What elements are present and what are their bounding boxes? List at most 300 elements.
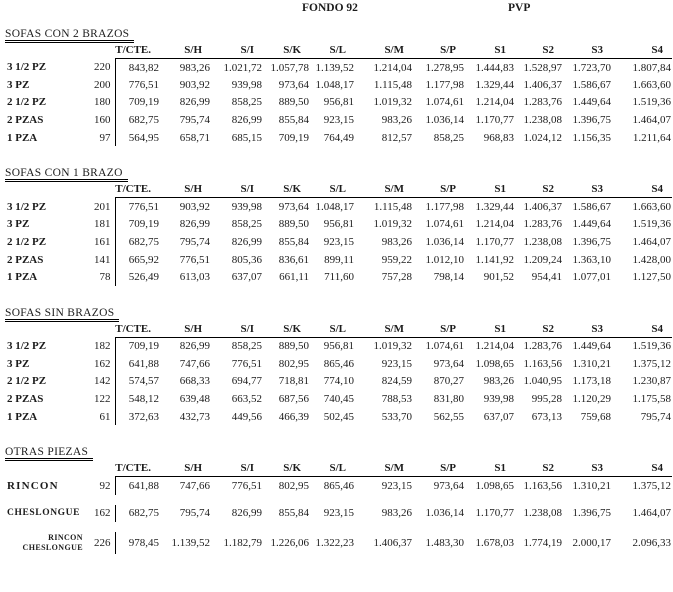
price-cell: 973,64 [433, 479, 464, 492]
section-0 [5, 24, 673, 146]
column-header: S/M [355, 322, 413, 338]
price-cell: 973,64 [433, 357, 464, 370]
price-cell: 1.173,18 [572, 375, 611, 388]
row-qty: 97 [99, 131, 111, 144]
price-cell: 826,99 [231, 114, 262, 127]
price-cell: 1.483,30 [425, 537, 464, 550]
price-cell: 764,49 [323, 131, 354, 144]
row-spacer [5, 495, 672, 505]
column-header: S4 [612, 461, 672, 477]
price-cell: 661,11 [279, 271, 309, 284]
row-qty: 161 [94, 235, 111, 248]
price-cell: 637,07 [483, 410, 514, 423]
row-qty: 200 [94, 78, 111, 91]
price-cell: 983,26 [381, 114, 412, 127]
price-cell: 1.214,04 [475, 96, 514, 109]
row-qty: 141 [94, 253, 111, 266]
column-header: T/CTE. [115, 43, 160, 59]
column-header: S/M [355, 182, 413, 198]
price-cell: 858,25 [231, 218, 262, 231]
table-row [5, 268, 672, 286]
column-header: S/P [413, 322, 465, 338]
price-cell: 1.036,14 [425, 507, 464, 520]
header-spacer-label [5, 182, 83, 198]
price-cell: 709,19 [115, 94, 160, 112]
column-header: S/M [355, 43, 413, 59]
table-row [5, 390, 672, 408]
column-header: S/L [310, 461, 355, 477]
price-cell: 1.226,06 [270, 537, 309, 550]
price-cell: 776,51 [231, 479, 262, 492]
column-header: S/L [310, 43, 355, 59]
price-cell: 1.021,72 [223, 61, 262, 74]
price-cell: 709,19 [115, 216, 160, 234]
price-cell: 665,92 [115, 251, 160, 269]
price-cell: 843,82 [115, 59, 160, 77]
price-cell: 1.396,75 [572, 235, 611, 248]
table-row [5, 111, 672, 129]
price-cell: 1.464,07 [632, 235, 671, 248]
row-label: RINCON CHESLONGUE [22, 533, 83, 553]
column-header: S2 [515, 322, 563, 338]
row-qty: 162 [94, 507, 111, 520]
price-cell: 1.019,32 [373, 218, 412, 231]
section-2 [5, 303, 673, 425]
column-header: S/L [310, 322, 355, 338]
price-cell: 858,25 [231, 96, 262, 109]
row-qty: 180 [94, 96, 111, 109]
price-cell: 1.329,44 [475, 78, 514, 91]
section-1 [5, 163, 673, 285]
row-label: 3 PZ [7, 218, 30, 231]
section-title: SOFAS CON 1 BRAZO [5, 167, 128, 182]
price-cell: 956,81 [323, 340, 354, 353]
price-cell: 899,11 [324, 253, 354, 266]
price-cell: 812,57 [381, 131, 412, 144]
price-cell: 1.322,23 [315, 537, 354, 550]
price-cell: 776,51 [179, 253, 210, 266]
table-row [5, 373, 672, 391]
price-cell: 682,75 [115, 505, 160, 523]
price-cell: 526,49 [115, 268, 160, 286]
table-row [5, 59, 672, 77]
price-cell: 1.406,37 [373, 537, 412, 550]
row-qty: 181 [94, 218, 111, 231]
column-header: S/I [211, 182, 263, 198]
price-cell: 788,53 [381, 393, 412, 406]
column-header: S/H [160, 461, 211, 477]
price-cell: 1.175,58 [632, 393, 671, 406]
row-label: 3 1/2 PZ [7, 200, 47, 213]
price-cell: 865,46 [323, 479, 354, 492]
price-cell: 1.214,04 [373, 61, 412, 74]
price-cell: 668,33 [179, 375, 210, 388]
price-cell: 1.444,83 [475, 61, 514, 74]
price-cell: 956,81 [323, 96, 354, 109]
price-cell: 1.139,52 [315, 61, 354, 74]
column-header: S1 [465, 461, 515, 477]
price-cell: 449,56 [231, 410, 262, 423]
header-spacer-qty [83, 322, 115, 338]
price-cell: 939,98 [231, 78, 262, 91]
row-label: 1 PZA [7, 410, 38, 423]
column-header-row [5, 182, 672, 198]
price-cell: 1.238,08 [523, 235, 562, 248]
price-cell: 939,98 [231, 201, 262, 214]
price-cell: 968,83 [483, 131, 514, 144]
price-cell: 1.528,97 [523, 61, 562, 74]
price-cell: 858,25 [231, 340, 262, 353]
price-cell: 1.139,52 [171, 537, 210, 550]
price-cell: 983,26 [381, 507, 412, 520]
price-cell: 983,26 [483, 375, 514, 388]
column-header: S4 [612, 322, 672, 338]
row-label: 2 PZAS [7, 393, 44, 406]
price-cell: 673,13 [531, 410, 562, 423]
price-cell: 1.519,36 [632, 218, 671, 231]
price-cell: 1.449,64 [572, 96, 611, 109]
row-qty: 182 [94, 340, 111, 353]
price-table [5, 322, 672, 425]
price-cell: 694,77 [231, 375, 262, 388]
price-cell: 1.098,65 [475, 357, 514, 370]
price-cell: 1.238,08 [523, 114, 562, 127]
price-cell: 983,26 [179, 61, 210, 74]
price-cell: 795,74 [179, 507, 210, 520]
table-row [5, 477, 672, 495]
price-cell: 798,14 [433, 271, 464, 284]
price-cell: 1.375,12 [632, 479, 671, 492]
row-label: 3 1/2 PZ [7, 61, 47, 74]
row-label: 3 PZ [7, 357, 30, 370]
column-header: S2 [515, 182, 563, 198]
price-cell: 1.363,10 [572, 253, 611, 266]
table-row [5, 216, 672, 234]
price-cell: 901,52 [483, 271, 514, 284]
price-cell: 795,74 [640, 410, 671, 423]
price-cell: 1.329,44 [475, 201, 514, 214]
table-row [5, 129, 672, 147]
price-cell: 983,26 [381, 235, 412, 248]
price-cell: 1.663,60 [632, 78, 671, 91]
table-row [5, 355, 672, 373]
column-header: S3 [563, 182, 612, 198]
column-header: S/H [160, 43, 211, 59]
price-cell: 1.283,76 [523, 218, 562, 231]
table-row [5, 408, 672, 426]
price-cell: 1.428,00 [632, 253, 671, 266]
price-cell: 759,68 [580, 410, 611, 423]
price-cell: 1.774,19 [523, 537, 562, 550]
price-cell: 1.406,37 [523, 78, 562, 91]
row-label: 2 PZAS [7, 114, 44, 127]
price-cell: 1.182,79 [223, 537, 262, 550]
price-cell: 826,99 [231, 235, 262, 248]
header-spacer-label [5, 461, 83, 477]
price-cell: 1.077,01 [572, 271, 611, 284]
price-cell: 1.310,21 [572, 357, 611, 370]
table-row [5, 198, 672, 216]
column-header: S4 [612, 182, 672, 198]
price-cell: 923,15 [323, 114, 354, 127]
price-cell: 870,27 [433, 375, 464, 388]
price-cell: 1.036,14 [425, 114, 464, 127]
price-cell: 639,48 [179, 393, 210, 406]
price-cell: 923,15 [323, 507, 354, 520]
header-spacer-qty [83, 461, 115, 477]
price-cell: 1.074,61 [425, 340, 464, 353]
price-cell: 372,63 [115, 408, 160, 426]
price-cell: 1.057,78 [270, 61, 309, 74]
price-cell: 641,88 [115, 477, 160, 495]
row-label: 1 PZA [7, 271, 38, 284]
row-qty: 160 [94, 114, 111, 127]
price-cell: 564,95 [115, 129, 160, 147]
price-cell: 637,07 [231, 271, 262, 284]
price-cell: 1.283,76 [523, 340, 562, 353]
price-cell: 709,19 [115, 337, 160, 355]
price-cell: 1.024,12 [523, 131, 562, 144]
price-cell: 776,51 [231, 357, 262, 370]
price-cell: 1.449,64 [572, 218, 611, 231]
table-row [5, 532, 672, 554]
price-cell: 1.074,61 [425, 96, 464, 109]
column-header-row [5, 461, 672, 477]
price-cell: 718,81 [278, 375, 309, 388]
price-cell: 889,50 [278, 340, 309, 353]
price-cell: 1.519,36 [632, 96, 671, 109]
row-spacer [5, 522, 672, 532]
price-cell: 802,95 [278, 357, 309, 370]
row-label: RINCON [7, 479, 59, 492]
price-cell: 1.170,77 [475, 235, 514, 248]
section-title: SOFAS CON 2 BRAZOS [5, 28, 134, 43]
row-label: 2 1/2 PZ [7, 235, 47, 248]
price-cell: 1.036,14 [425, 235, 464, 248]
column-header: S/P [413, 182, 465, 198]
price-cell: 826,99 [231, 507, 262, 520]
price-cell: 658,71 [179, 131, 210, 144]
row-qty: 226 [94, 537, 111, 550]
price-cell: 1.048,17 [315, 201, 354, 214]
row-qty: 162 [94, 357, 111, 370]
price-cell: 1.040,95 [523, 375, 562, 388]
price-cell: 1.163,56 [523, 357, 562, 370]
column-header: S/K [263, 322, 310, 338]
header-spacer-label [5, 322, 83, 338]
row-qty: 61 [99, 410, 111, 423]
price-cell: 533,70 [381, 410, 412, 423]
row-qty: 201 [94, 200, 111, 213]
price-cell: 836,61 [278, 253, 309, 266]
price-cell: 1.283,76 [523, 96, 562, 109]
column-header: S4 [612, 43, 672, 59]
fondo-group-label: FONDO 92 [302, 2, 358, 14]
price-cell: 978,45 [115, 532, 160, 554]
table-row [5, 505, 672, 523]
row-qty: 92 [99, 479, 111, 492]
row-label: CHESLONGUE [7, 508, 81, 519]
price-cell: 1.120,29 [572, 393, 611, 406]
column-header: S/I [211, 461, 263, 477]
column-header: S/K [263, 461, 310, 477]
price-cell: 956,81 [323, 218, 354, 231]
column-header: S/I [211, 322, 263, 338]
price-cell: 973,64 [278, 78, 309, 91]
header-spacer-qty [83, 182, 115, 198]
price-cell: 1.586,67 [572, 201, 611, 214]
column-header: S3 [563, 322, 612, 338]
column-group-header [5, 2, 673, 16]
price-cell: 995,28 [531, 393, 562, 406]
price-cell: 855,84 [278, 114, 309, 127]
price-cell: 903,92 [179, 201, 210, 214]
price-cell: 2.000,17 [572, 537, 611, 550]
price-cell: 1.230,87 [632, 375, 671, 388]
price-cell: 1.214,04 [475, 340, 514, 353]
table-row [5, 233, 672, 251]
column-header: S1 [465, 43, 515, 59]
column-header: S/L [310, 182, 355, 198]
section-title: SOFAS SIN BRAZOS [5, 307, 119, 322]
header-spacer-label [5, 43, 83, 59]
price-cell: 682,75 [115, 233, 160, 251]
price-cell: 466,39 [278, 410, 309, 423]
price-cell: 776,51 [115, 198, 160, 216]
column-header-row [5, 43, 672, 59]
price-cell: 687,56 [278, 393, 309, 406]
price-cell: 805,36 [231, 253, 262, 266]
column-header: S/P [413, 461, 465, 477]
price-cell: 1.278,95 [425, 61, 464, 74]
price-cell: 747,66 [179, 357, 210, 370]
price-cell: 709,19 [278, 131, 309, 144]
price-cell: 757,28 [381, 271, 412, 284]
price-cell: 613,03 [179, 271, 210, 284]
price-cell: 1.723,70 [572, 61, 611, 74]
price-cell: 1.464,07 [632, 114, 671, 127]
table-row [5, 337, 672, 355]
price-cell: 776,51 [115, 76, 160, 94]
price-cell: 1.012,10 [425, 253, 464, 266]
row-label: 2 PZAS [7, 253, 44, 266]
price-cell: 1.098,65 [475, 479, 514, 492]
table-row [5, 251, 672, 269]
price-cell: 747,66 [179, 479, 210, 492]
column-header: S3 [563, 43, 612, 59]
price-cell: 824,59 [381, 375, 412, 388]
price-table [5, 43, 672, 146]
price-table [5, 461, 672, 554]
price-cell: 1.310,21 [572, 479, 611, 492]
header-spacer-qty [83, 43, 115, 59]
price-cell: 903,92 [179, 78, 210, 91]
price-cell: 1.663,60 [632, 201, 671, 214]
row-label: 2 1/2 PZ [7, 96, 47, 109]
price-cell: 923,15 [381, 357, 412, 370]
price-cell: 1.586,67 [572, 78, 611, 91]
price-cell: 1.074,61 [425, 218, 464, 231]
price-cell: 432,73 [179, 410, 210, 423]
row-label: 3 1/2 PZ [7, 340, 47, 353]
price-cell: 774,10 [323, 375, 354, 388]
price-cell: 939,98 [483, 393, 514, 406]
price-cell: 641,88 [115, 355, 160, 373]
price-cell: 685,15 [231, 131, 262, 144]
column-header: S1 [465, 182, 515, 198]
price-cell: 1.156,35 [572, 131, 611, 144]
price-cell: 923,15 [323, 235, 354, 248]
price-cell: 682,75 [115, 111, 160, 129]
price-cell: 502,45 [323, 410, 354, 423]
price-cell: 826,99 [179, 340, 210, 353]
price-cell: 865,46 [323, 357, 354, 370]
price-cell: 831,80 [433, 393, 464, 406]
price-cell: 1.170,77 [475, 507, 514, 520]
section-title: OTRAS PIEZAS [5, 446, 93, 461]
price-cell: 855,84 [278, 235, 309, 248]
row-label: 2 1/2 PZ [7, 375, 47, 388]
price-cell: 1.464,07 [632, 507, 671, 520]
column-header: S2 [515, 43, 563, 59]
pvp-group-label: PVP [508, 2, 531, 14]
price-table [5, 182, 672, 285]
price-cell: 795,74 [179, 114, 210, 127]
price-cell: 663,52 [231, 393, 262, 406]
price-cell: 1.019,32 [373, 96, 412, 109]
price-cell: 889,50 [278, 96, 309, 109]
section-3 [5, 442, 673, 554]
price-cell: 795,74 [179, 235, 210, 248]
price-cell: 923,15 [381, 479, 412, 492]
price-cell: 959,22 [381, 253, 412, 266]
price-cell: 858,25 [433, 131, 464, 144]
column-header: S1 [465, 322, 515, 338]
table-row [5, 76, 672, 94]
price-cell: 1.678,03 [475, 537, 514, 550]
price-cell: 1.019,32 [373, 340, 412, 353]
price-cell: 1.807,84 [632, 61, 671, 74]
price-cell: 740,45 [323, 393, 354, 406]
price-cell: 1.214,04 [475, 218, 514, 231]
row-label: 3 PZ [7, 78, 30, 91]
price-cell: 1.177,98 [425, 78, 464, 91]
price-cell: 954,41 [531, 271, 562, 284]
price-cell: 1.396,75 [572, 114, 611, 127]
column-header-row [5, 322, 672, 338]
row-label: 1 PZA [7, 131, 38, 144]
price-cell: 574,57 [115, 373, 160, 391]
price-cell: 1.238,08 [523, 507, 562, 520]
price-cell: 1.115,48 [373, 201, 412, 214]
price-cell: 1.115,48 [373, 78, 412, 91]
column-header: S/I [211, 43, 263, 59]
price-cell: 1.141,92 [475, 253, 514, 266]
price-cell: 1.048,17 [315, 78, 354, 91]
row-qty: 142 [94, 375, 111, 388]
price-cell: 1.170,77 [475, 114, 514, 127]
price-cell: 855,84 [278, 507, 309, 520]
price-cell: 1.396,75 [572, 507, 611, 520]
column-header: S/P [413, 43, 465, 59]
price-cell: 1.519,36 [632, 340, 671, 353]
column-header: T/CTE. [115, 461, 160, 477]
row-qty: 122 [94, 393, 111, 406]
price-cell: 548,12 [115, 390, 160, 408]
price-cell: 1.127,50 [632, 271, 671, 284]
price-cell: 1.209,24 [523, 253, 562, 266]
price-cell: 973,64 [278, 201, 309, 214]
